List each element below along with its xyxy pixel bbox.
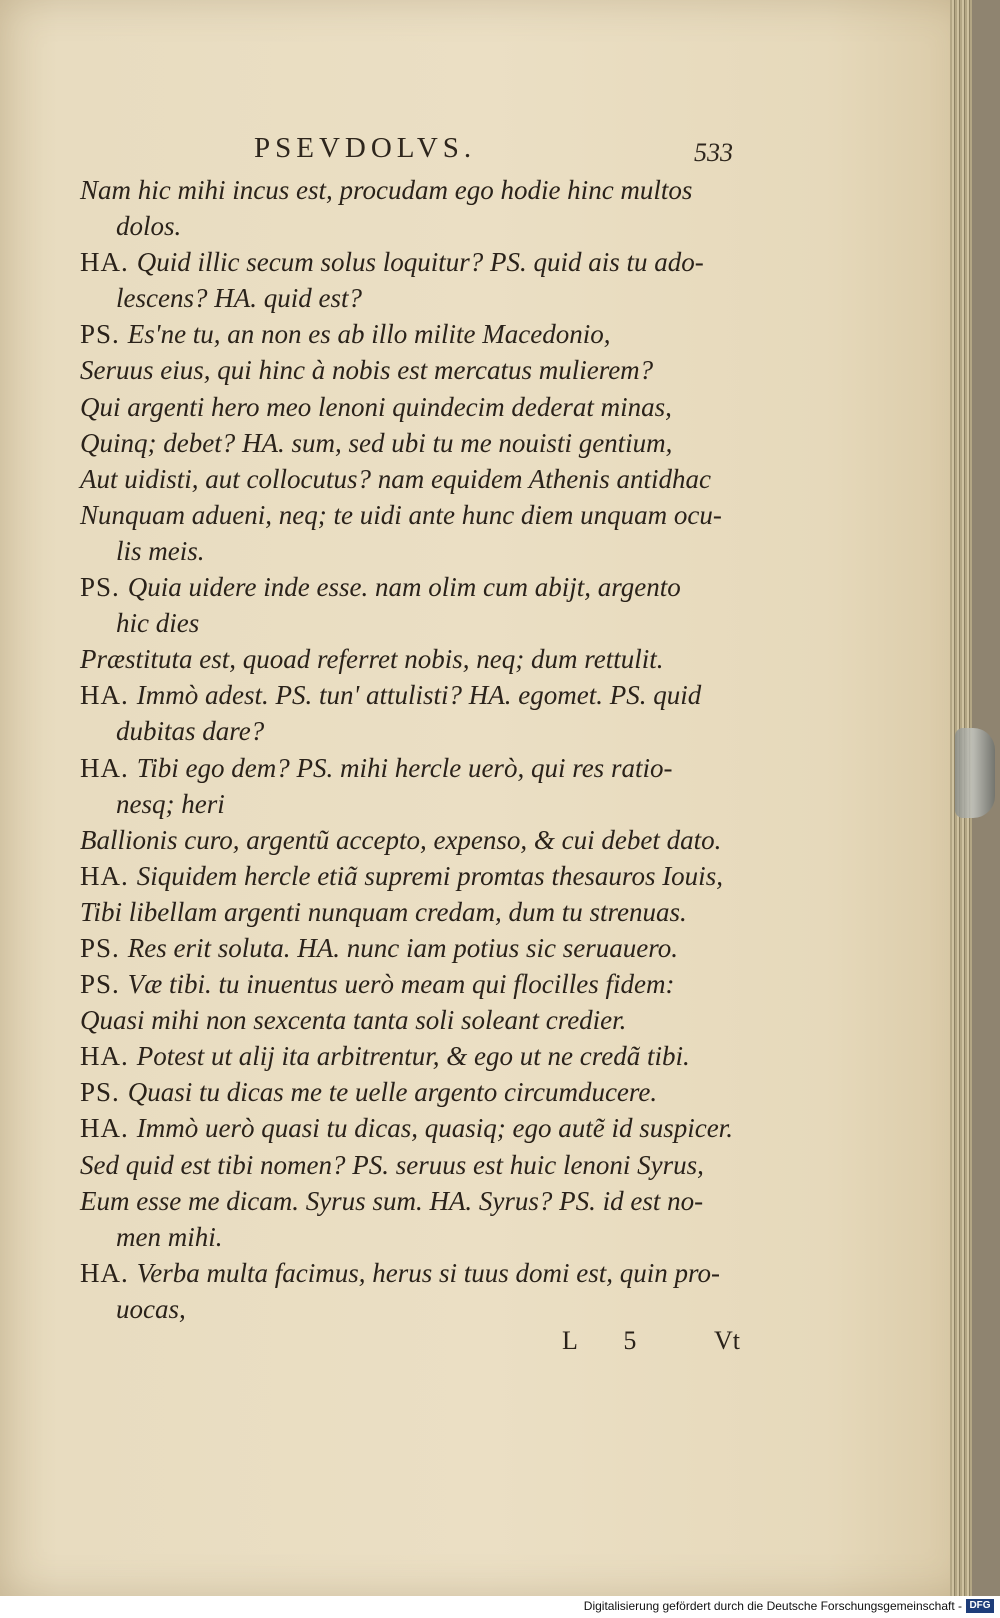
line-text: Siquidem hercle etiã supremi promtas thesauros Iouis,	[136, 860, 723, 891]
line-text: Es'ne tu, an non es ab illo milite Macedonio,	[127, 319, 611, 350]
metal-clasp-tab	[955, 728, 995, 818]
line-text: Tibi libellam argenti nunquam credam, dum tu strenuas.	[80, 896, 687, 927]
text-line	[80, 1219, 760, 1255]
speaker-label: HA.	[80, 247, 129, 278]
text-line	[80, 1183, 760, 1219]
running-title: PSEVDOLVS.	[254, 132, 477, 164]
text-line	[80, 1291, 760, 1327]
text-line	[80, 822, 760, 858]
speaker-label: HA.	[80, 860, 129, 891]
line-text: Immò uerò quasi tu dicas, quasiq; ego autẽ id suspicer.	[136, 1113, 733, 1144]
line-text: nesq; heri	[116, 788, 225, 819]
speaker-label: HA.	[80, 680, 129, 711]
text-line	[80, 1147, 760, 1183]
text-line	[80, 1038, 760, 1074]
text-line	[80, 966, 760, 1002]
text-line	[80, 425, 760, 461]
text-line	[80, 569, 760, 605]
credit-bar	[0, 1596, 1000, 1618]
line-text: Res erit soluta. HA. nunc iam potius sic seruauero.	[127, 932, 679, 963]
speaker-label: PS.	[80, 319, 120, 350]
speaker-label: PS.	[80, 932, 120, 963]
line-text: Potest ut alij ita arbitrentur, & ego ut ne credã tibi.	[136, 1041, 690, 1072]
credit-text: Digitalisierung gefördert durch die Deutsche Forschungsgemeinschaft -	[583, 1599, 962, 1613]
line-text: hic dies	[116, 608, 200, 639]
line-text: Præstituta est, quoad referret nobis, neq; dum rettulit.	[80, 644, 664, 675]
line-text: Eum esse me dicam. Syrus sum. HA. Syrus? PS. id est no-	[80, 1185, 704, 1216]
line-text: Aut uidisti, aut collocutus? nam equidem Athenis antidhac	[80, 463, 711, 494]
speaker-label: PS.	[80, 969, 120, 1000]
line-text: Sed quid est tibi nomen? PS. seruus est huic lenoni Syrus,	[80, 1149, 704, 1180]
text-line	[80, 389, 760, 425]
line-text: Quasi mihi non sexcenta tanta soli soleant credier.	[80, 1005, 627, 1036]
dfg-logo: DFG	[966, 1599, 994, 1613]
line-text: lescens? HA. quid est?	[116, 283, 362, 314]
line-text: Tibi ego dem? PS. mihi hercle uerò, qui res ratio-	[136, 752, 673, 783]
signature-mark: L 5	[562, 1326, 657, 1355]
text-line	[80, 244, 760, 280]
catchword: Vt	[714, 1326, 740, 1355]
speaker-label: HA.	[80, 1113, 129, 1144]
text-line	[80, 208, 760, 244]
line-text: Qui argenti hero meo lenoni quindecim dederat minas,	[80, 391, 672, 422]
line-text: Quinq; debet? HA. sum, sed ubi tu me nouisti gentium,	[80, 427, 673, 458]
line-text: Quasi tu dicas me te uelle argento circumducere.	[127, 1077, 658, 1108]
speaker-label: HA.	[80, 1257, 129, 1288]
text-line	[80, 533, 760, 569]
speaker-label: PS.	[80, 572, 120, 603]
text-line	[80, 280, 760, 316]
line-text: Nam hic mihi incus est, procudam ego hodie hinc multos	[80, 175, 693, 205]
text-line	[80, 713, 760, 749]
play-text	[80, 172, 760, 1327]
line-text: Væ tibi. tu inuentus uerò meam qui flocilles fidem:	[127, 969, 675, 1000]
text-line	[80, 461, 760, 497]
text-line	[80, 786, 760, 822]
text-line	[80, 1255, 760, 1291]
text-line	[80, 930, 760, 966]
text-line	[80, 605, 760, 641]
line-text: Ballionis curo, argentũ accepto, expenso, & cui debet dato.	[80, 824, 722, 855]
text-line	[80, 172, 760, 208]
line-text: Verba multa facimus, herus si tuus domi est, quin pro-	[136, 1257, 720, 1288]
text-line	[80, 1110, 760, 1146]
line-text: Quia uidere inde esse. nam olim cum abijt, argento	[127, 572, 681, 603]
line-text: lis meis.	[116, 535, 205, 566]
text-line	[80, 1074, 760, 1110]
text-line	[80, 1002, 760, 1038]
line-text: Quid illic secum solus loquitur? PS. quid ais tu ado-	[136, 247, 704, 278]
text-line	[80, 750, 760, 786]
line-text: dubitas dare?	[116, 716, 265, 747]
speaker-label: HA.	[80, 752, 129, 783]
line-text: uocas,	[116, 1293, 186, 1324]
text-line	[80, 894, 760, 930]
page-number: 533	[694, 138, 733, 167]
text-line	[80, 352, 760, 388]
speaker-label: PS.	[80, 1077, 120, 1108]
text-line	[80, 316, 760, 352]
running-head	[0, 132, 950, 172]
line-text: Immò adest. PS. tun' attulisti? HA. egomet. PS. quid	[136, 680, 702, 711]
page-footer	[0, 1326, 950, 1366]
text-line	[80, 858, 760, 894]
line-text: Nunquam adueni, neq; te uidi ante hunc diem unquam ocu-	[80, 499, 722, 530]
text-line	[80, 677, 760, 713]
line-text: dolos.	[116, 211, 182, 242]
text-line	[80, 641, 760, 677]
text-line	[80, 497, 760, 533]
line-text: Seruus eius, qui hinc à nobis est mercatus mulierem?	[80, 355, 654, 386]
speaker-label: HA.	[80, 1041, 129, 1072]
line-text: men mihi.	[116, 1221, 223, 1252]
